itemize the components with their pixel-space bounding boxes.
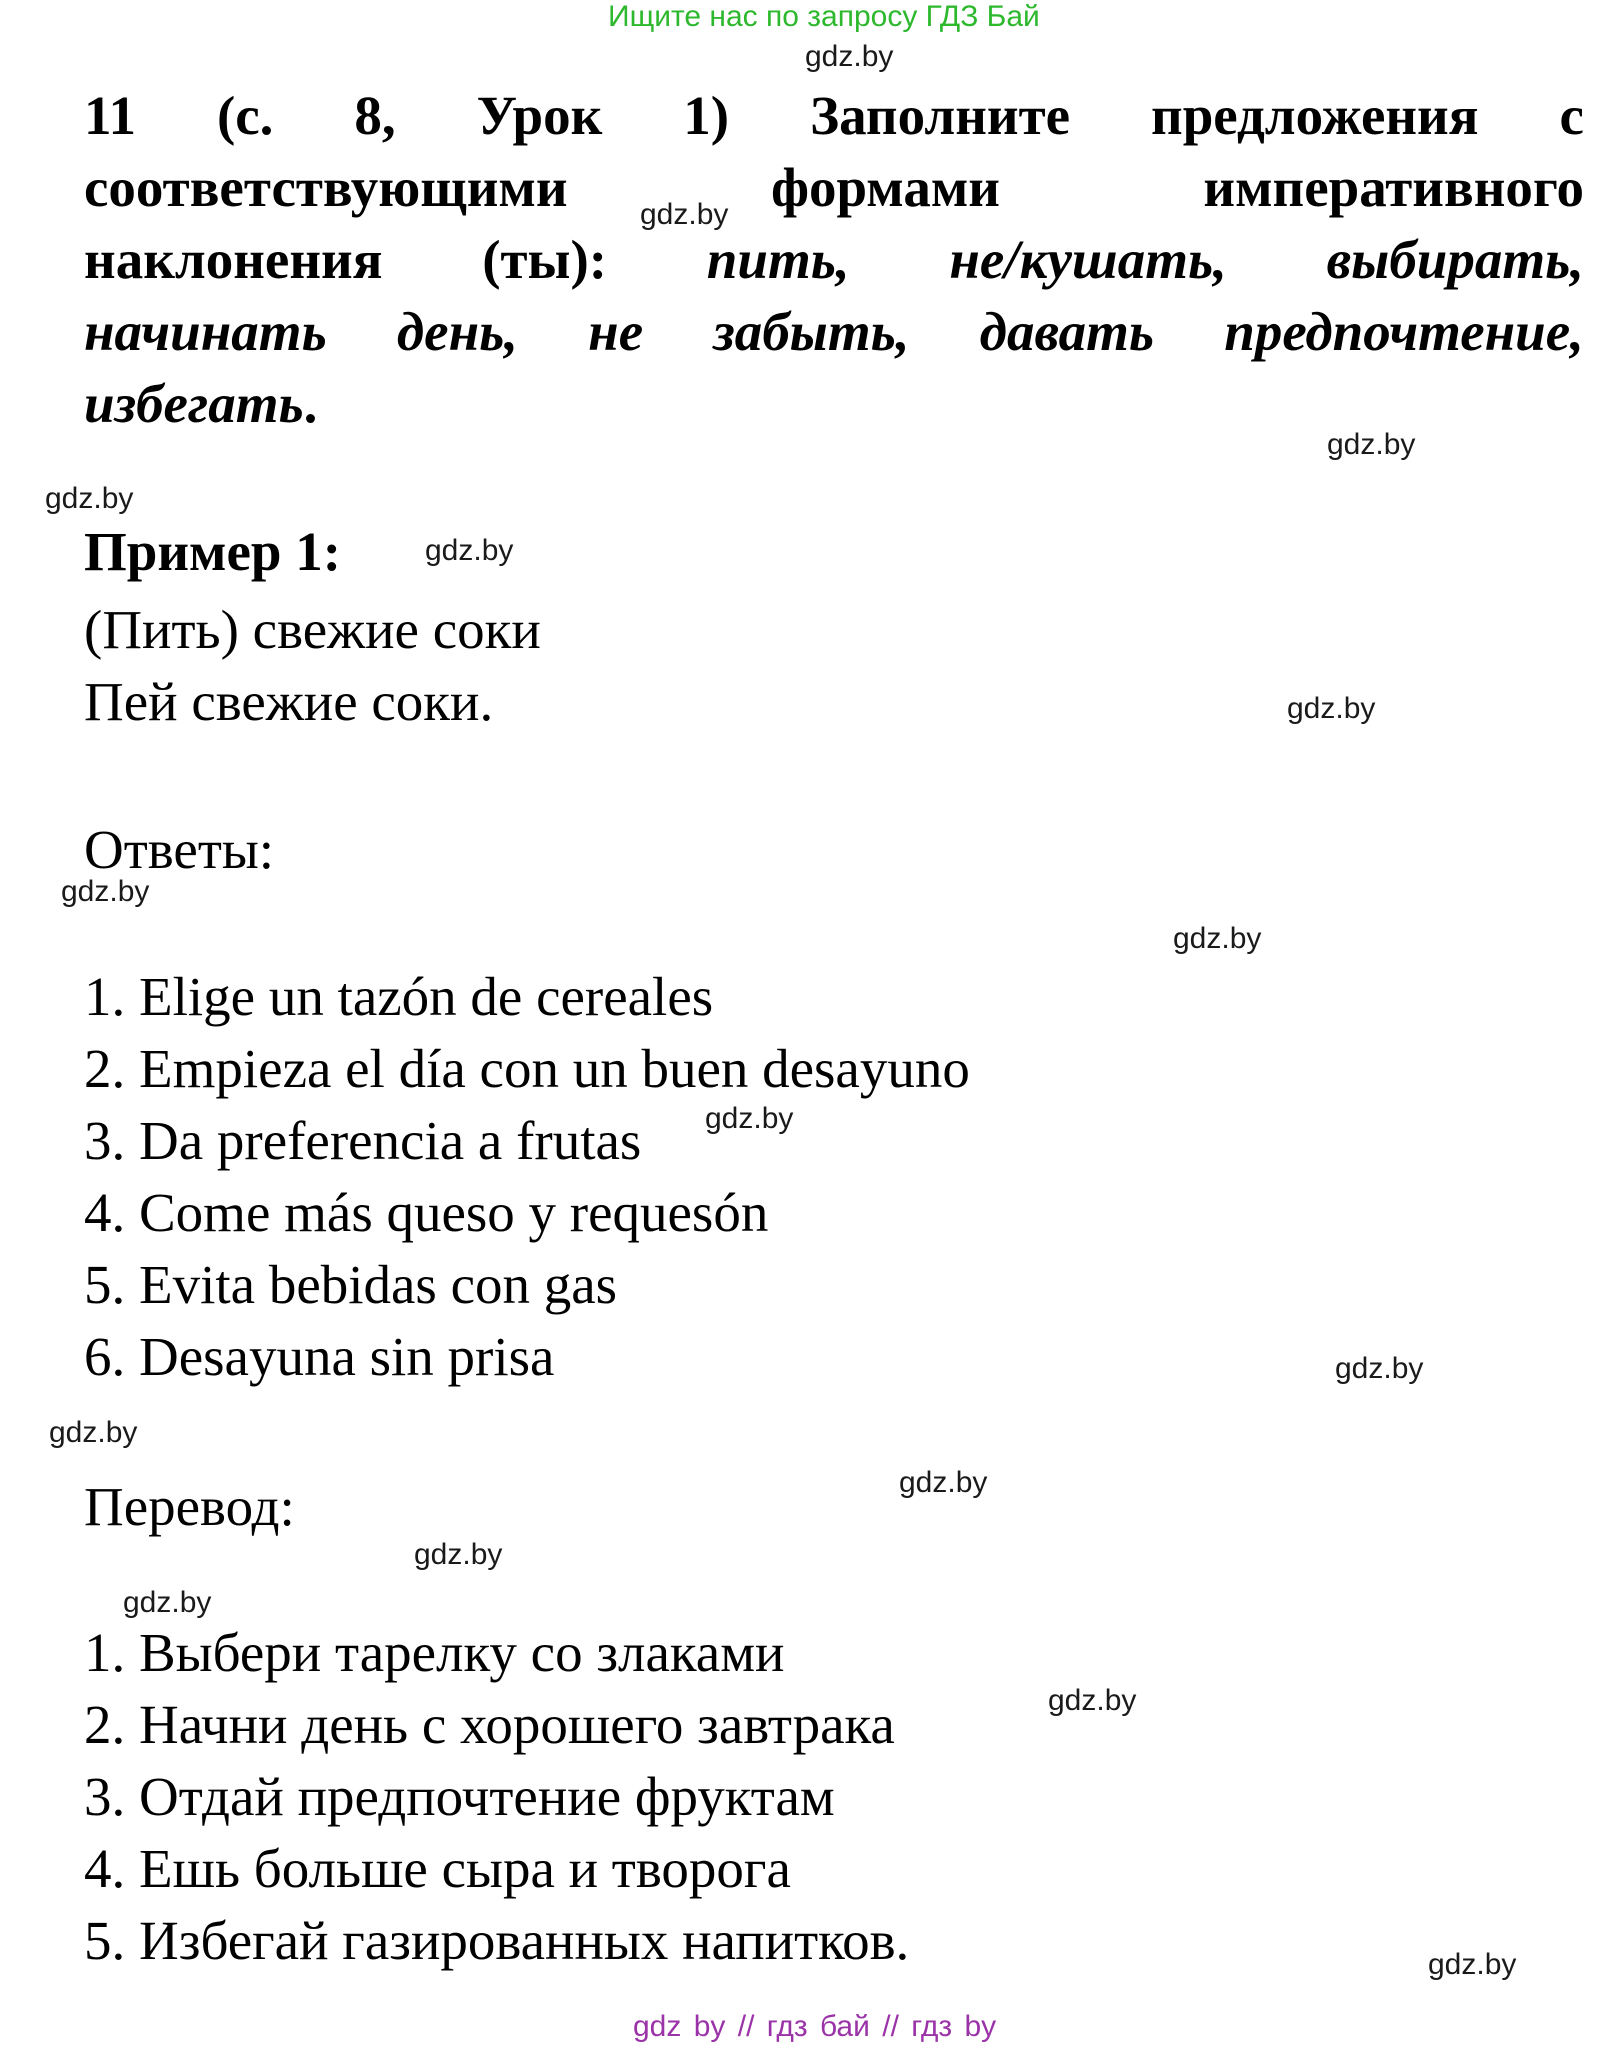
footer-separator: // (737, 2010, 755, 2043)
watermark: gdz.by (123, 1586, 212, 1619)
task-word: не/кушать, (949, 229, 1227, 290)
task-word: предложения (1151, 85, 1479, 146)
translation-item: 3. Отдай предпочтение фруктам (84, 1766, 835, 1827)
task-word: формами (770, 157, 1000, 218)
task-line-1 (84, 80, 1584, 152)
task-word: Заполните (810, 85, 1071, 146)
task-word: с (1559, 85, 1584, 146)
task-line-4 (84, 296, 1584, 368)
task-word: выбирать, (1326, 229, 1584, 290)
task-word: забыть, (713, 301, 910, 362)
watermark: gdz.by (899, 1466, 988, 1499)
task-word: 11 (84, 85, 136, 146)
watermark: gdz.by (1048, 1684, 1137, 1717)
watermark: gdz.by (1327, 428, 1416, 461)
translation-item: 2. Начни день с хорошего завтрака (84, 1694, 895, 1755)
translation-item: 5. Избегай газированных напитков. (84, 1910, 910, 1971)
task-word: . (303, 373, 318, 434)
translation-item: 1. Выбери тарелку со злаками (84, 1622, 785, 1683)
footer-link-gdz-bai[interactable]: гдз бай (766, 2010, 870, 2043)
task-word: императивного (1203, 157, 1584, 218)
watermark: gdz.by (1173, 922, 1262, 955)
answer-item: 3. Da preferencia a frutas (84, 1110, 642, 1171)
task-word: (с. (216, 85, 274, 146)
watermark: gdz.by (61, 875, 150, 908)
task-word: Урок (476, 85, 603, 146)
task-word: избегать (84, 373, 304, 434)
watermark: gdz.by (1287, 692, 1376, 725)
watermark: gdz.by (805, 40, 894, 73)
watermark: gdz.by (705, 1102, 794, 1135)
header-search-link[interactable]: Ищите нас по запросу ГДЗ Бай (608, 0, 1040, 33)
watermark: gdz.by (45, 482, 134, 515)
task-word: день, (396, 301, 519, 362)
footer-links (633, 2010, 996, 2044)
translation-item: 4. Ешь больше сыра и творога (84, 1838, 791, 1899)
answer-item: 1. Elige un tazón de cereales (84, 966, 714, 1027)
example-answer: Пей свежие соки. (84, 671, 494, 732)
watermark: gdz.by (414, 1538, 503, 1571)
task-word: наклонения (84, 229, 383, 290)
translation-list (84, 1617, 909, 1977)
answer-item: 4. Come más queso y requesón (84, 1182, 769, 1243)
answer-item: 5. Evita bebidas con gas (84, 1254, 618, 1315)
answer-item: 6. Desayuna sin prisa (84, 1326, 555, 1387)
task-word: давать (979, 301, 1155, 362)
task-statement (84, 80, 1584, 440)
task-line-2 (84, 152, 1584, 224)
answers-list (84, 961, 970, 1393)
task-word: начинать (84, 301, 327, 362)
task-word: предпочтение, (1224, 301, 1584, 362)
watermark: gdz.by (1428, 1948, 1517, 1981)
task-word: соответствующими (84, 157, 568, 218)
translation-title: Перевод: (84, 1476, 295, 1537)
task-word: не (588, 301, 644, 362)
footer-separator: // (882, 2010, 899, 2043)
watermark: gdz.by (1335, 1352, 1424, 1385)
example-prompt: (Пить) свежие соки (84, 599, 541, 660)
task-line-3 (84, 224, 1584, 296)
task-word: 8, (354, 85, 396, 146)
watermark: gdz.by (49, 1416, 138, 1449)
task-word: (ты): (482, 229, 608, 290)
watermark: gdz.by (425, 534, 514, 567)
answer-item: 2. Empieza el día con un buen desayuno (84, 1038, 970, 1099)
footer-link-gdz-by-cyr[interactable]: гдз by (911, 2010, 997, 2043)
footer-link-gdz-by[interactable]: gdz by (633, 2010, 726, 2043)
task-word: пить, (706, 229, 850, 290)
example-title: Пример 1: (84, 521, 342, 582)
answers-title: Ответы: (84, 819, 275, 880)
task-word: 1) (683, 85, 730, 146)
watermark: gdz.by (640, 198, 729, 231)
